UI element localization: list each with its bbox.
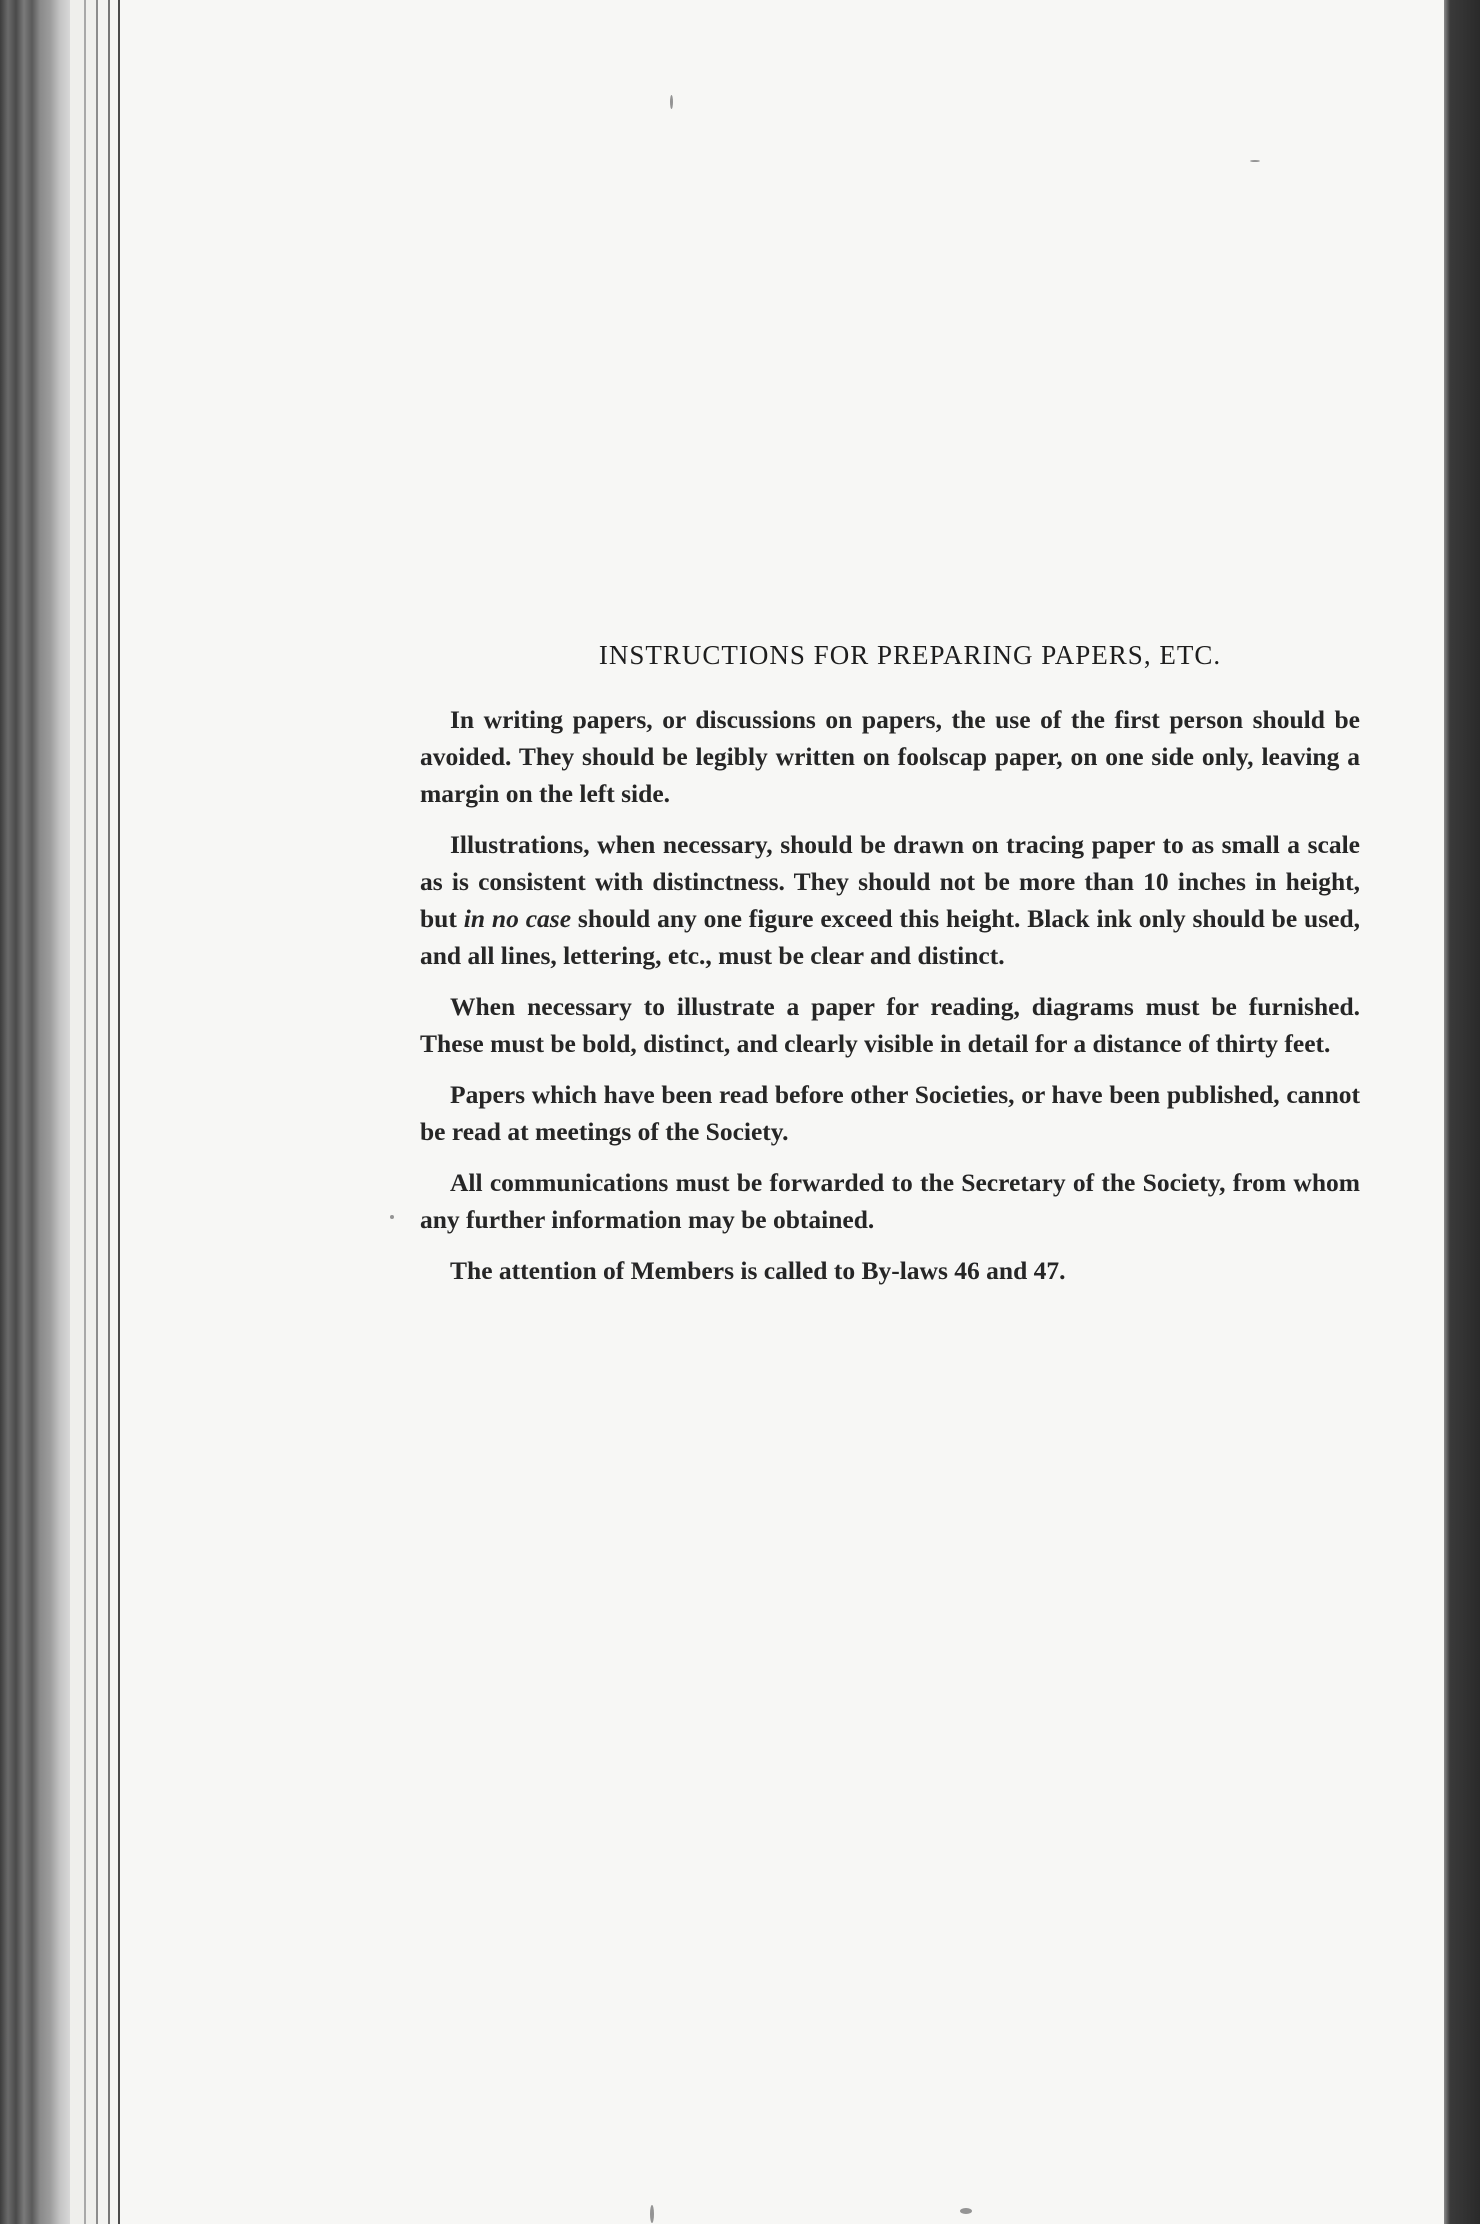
paragraph-text: In writing papers, or discussions on papers, the use of the first person should be avoided. They should be legibly written on foolscap paper, on one side only, leaving a margin on the left side. bbox=[420, 705, 1360, 808]
page-edge-layer bbox=[70, 0, 86, 2224]
paragraph-text: All communications must be forwarded to the Secretary of the Society, from whom any further information may be obtained. bbox=[420, 1168, 1360, 1234]
scan-speck bbox=[670, 95, 673, 109]
paragraph-communications bbox=[420, 1164, 1360, 1238]
scan-speck bbox=[390, 1215, 394, 1219]
book-binding bbox=[0, 0, 70, 2224]
page-heading: INSTRUCTIONS FOR PREPARING PAPERS, ETC. bbox=[598, 640, 1222, 670]
paragraph-italic-text: in no case bbox=[463, 904, 572, 933]
paragraph-text: should any one figure exceed this height. Black ink only should be used, and all lines, lettering, etc., must be clear and distinct. bbox=[420, 904, 1361, 970]
instructions-section bbox=[420, 640, 1360, 1303]
paragraph-writing bbox=[420, 701, 1360, 812]
paragraph-published-papers bbox=[420, 1076, 1360, 1150]
paragraph-illustrations bbox=[420, 826, 1360, 974]
paragraph-text: When necessary to illustrate a paper for reading, diagrams must be furnished. These must be bold, distinct, and clearly visible in detail for a distance of thirty feet. bbox=[420, 992, 1360, 1058]
page-edge-layer bbox=[86, 0, 98, 2224]
scan-speck bbox=[960, 2208, 972, 2214]
paragraph-text: Illustrations, when necessary, should be drawn on tracing paper to as small a scale as is consistent with distinctness. They should not be more than 10 inches in height, but bbox=[420, 830, 1360, 933]
paragraph-text: Papers which have been read before other Societies, or have been published, cannot be read at meetings of the Society. bbox=[420, 1080, 1360, 1146]
scan-dark-margin bbox=[1444, 0, 1480, 2224]
scan-speck bbox=[1250, 160, 1260, 162]
page-edge-layer bbox=[98, 0, 110, 2224]
paragraph-bylaws bbox=[420, 1252, 1360, 1289]
page-edge-layer bbox=[110, 0, 120, 2224]
paragraph-text: The attention of Members is called to By-laws 46 and 47. bbox=[450, 1256, 1066, 1285]
scan-speck bbox=[650, 2205, 654, 2223]
paragraph-diagrams bbox=[420, 988, 1360, 1062]
